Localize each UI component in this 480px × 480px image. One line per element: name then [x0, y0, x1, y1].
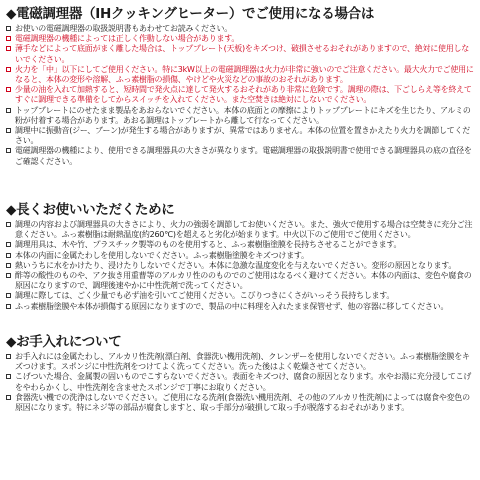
section-ih-heater [6, 6, 474, 202]
checkbox-bullet-icon [6, 374, 11, 379]
checkbox-bullet-icon [6, 242, 11, 247]
checkbox-bullet-icon [6, 87, 11, 92]
section-title: ◆電磁調理器（IHクッキングヒーター）でご使用になる場合は [6, 6, 375, 22]
list-item [6, 106, 474, 126]
item-text: 熱いうちに水をかけたり、浸けたりしないでください。本体に急激な温度変化を与えないでください。変形の原因となります。 [15, 260, 457, 270]
list-item [6, 220, 474, 240]
list-item [6, 44, 474, 64]
item-text: 調理用具は、木や竹、プラスチック製等のものを使用すると、ふっ素樹脂塗膜を長持ちさせることができます。 [15, 240, 402, 250]
list-item [6, 261, 474, 271]
item-text: 電磁調理器の機種により、使用できる調理器具の大きさが異なります。電磁調理器の取扱説明書で使用できる調理器具の底の直径をご確認ください。 [15, 146, 472, 166]
list-item [6, 85, 474, 105]
checkbox-bullet-icon [6, 263, 11, 268]
item-text: 少量の油を入れて加熱すると、短時間で発火点に達して発火するおそれがあり非常に危険です。調理の際は、下ごしらえ等を終えてすぐに調理できる準備をしてからスイッチを入れてください。また空焚きは絶対にしないでください。 [15, 85, 472, 105]
list-item [6, 24, 474, 34]
list-item [6, 126, 474, 146]
checkbox-bullet-icon [6, 395, 11, 400]
checkbox-bullet-icon [6, 304, 11, 309]
item-text: 調理の内容および調理器具の大きさにより、火力の強弱を調節してお使いください。また、強火で使用する場合は空焚きに充分ご注意ください。ふっ素樹脂は耐熱温度(約260℃)を超えると劣化が始まります。中火以下のご使用でご使用ください。 [15, 220, 473, 240]
checkbox-bullet-icon [6, 253, 11, 258]
item-text: 火力を「中」以下にしてご使用ください。特に3kW以上の電磁調理器は火力が非常に強いのでご注意ください。最大火力でご使用になると、本体の変形や溶解、ふっ素樹脂の損傷、やけどや火災などの事故のおそれがあります。 [15, 64, 474, 85]
list-item [6, 372, 474, 392]
item-text: お使いの電磁調理器の取扱説明書もあわせてお読みください。 [15, 24, 232, 33]
list-item [6, 291, 474, 301]
item-text: 酢等の酸性のものや、アク抜き用重曹等のアルカリ性ののものでのご使用はなるべく避けてください。本体の内面は、変色や腐食の原因になりますので、調理後速やかに中性洗剤で洗ってください。 [15, 271, 472, 291]
item-text: 本体の内面に金属たわしを使用しないでください。ふっ素樹脂塗膜をキズつけます。 [15, 250, 309, 260]
list-item [6, 352, 474, 372]
checkbox-bullet-icon [6, 273, 11, 278]
item-text: トッププレートにのせたまま製品をあおらないでください。本体の底面との摩擦によりトッププレートにキズを生じたり、アルミの粉が付着する場合があります。あおる調理はトップレートから離して行なってください。 [15, 105, 471, 125]
section-care [6, 334, 474, 474]
list-item [6, 146, 474, 166]
item-text: 薄手などによって底面がまく離した場合は、トッププレート(天板)をキズつけ、破損させるおそれがありますので、絶対に使用しないでください。 [15, 44, 470, 64]
checkbox-bullet-icon [6, 108, 11, 113]
list-item [6, 65, 474, 85]
list-item [6, 251, 474, 261]
section-title: ◆長くお使いいただくために [6, 202, 175, 218]
section-long-use [6, 202, 474, 334]
checkbox-bullet-icon [6, 222, 11, 227]
list-item [6, 302, 474, 312]
checkbox-bullet-icon [6, 128, 11, 133]
item-text: 食器洗い機での洗浄はしないでください。ご使用になる洗剤(食器洗い機用洗剤、その他のアルカリ性洗剤)によっては腐食や変色の原因になります。特にネジ等の部品が腐食しますと、取っ手部分が破損して取っ手が脱落するおそれがあります。 [15, 392, 470, 413]
list-item [6, 271, 474, 291]
section-title: ◆お手入れについて [6, 334, 122, 350]
checkbox-bullet-icon [6, 148, 11, 153]
list-item [6, 34, 474, 44]
list-item [6, 240, 474, 250]
checkbox-bullet-icon [6, 26, 11, 31]
checkbox-bullet-icon [6, 67, 11, 72]
item-text: ふっ素樹脂塗膜や本体が損傷する原因になりますので、製品の中に料理を入れたまま保管せず、他の容器に移してください。 [15, 301, 449, 311]
checkbox-bullet-icon [6, 354, 11, 359]
item-text: こげついた場合、金属製の固いものでこすらないでください。表面をキズつけ、腐食の原因となります。水やお湯に充分浸してこげをやわらかくし、中性洗剤を含ませたスポンジで丁寧にお取りください。 [15, 372, 472, 392]
item-text: お手入れには金属たわし、アルカリ性洗剤(漂白剤、食器洗い機用洗剤)、クレンザーを使用しないでください。ふっ素樹脂塗膜をキズつけます。スポンジに中性洗剤をつけてよく洗ってください。洗った後はよく乾燥させてください。 [15, 352, 470, 372]
list-item [6, 393, 474, 413]
checkbox-bullet-icon [6, 36, 11, 41]
checkbox-bullet-icon [6, 46, 11, 51]
item-text: 調理中に振動音(ジー、ブーン)が発生する場合がありますが、異常ではありません。本体の位置を置きかえたり火力を調節してください。 [15, 126, 470, 146]
item-text: 調理に際しては、ごく少量でも必ず油を引いてご使用ください。こびりつきにくさがいっそう長持ちします。 [15, 291, 395, 301]
item-text: 電磁調理器の機種によっては正しく作動しない場合があります。 [15, 34, 240, 44]
checkbox-bullet-icon [6, 293, 11, 298]
